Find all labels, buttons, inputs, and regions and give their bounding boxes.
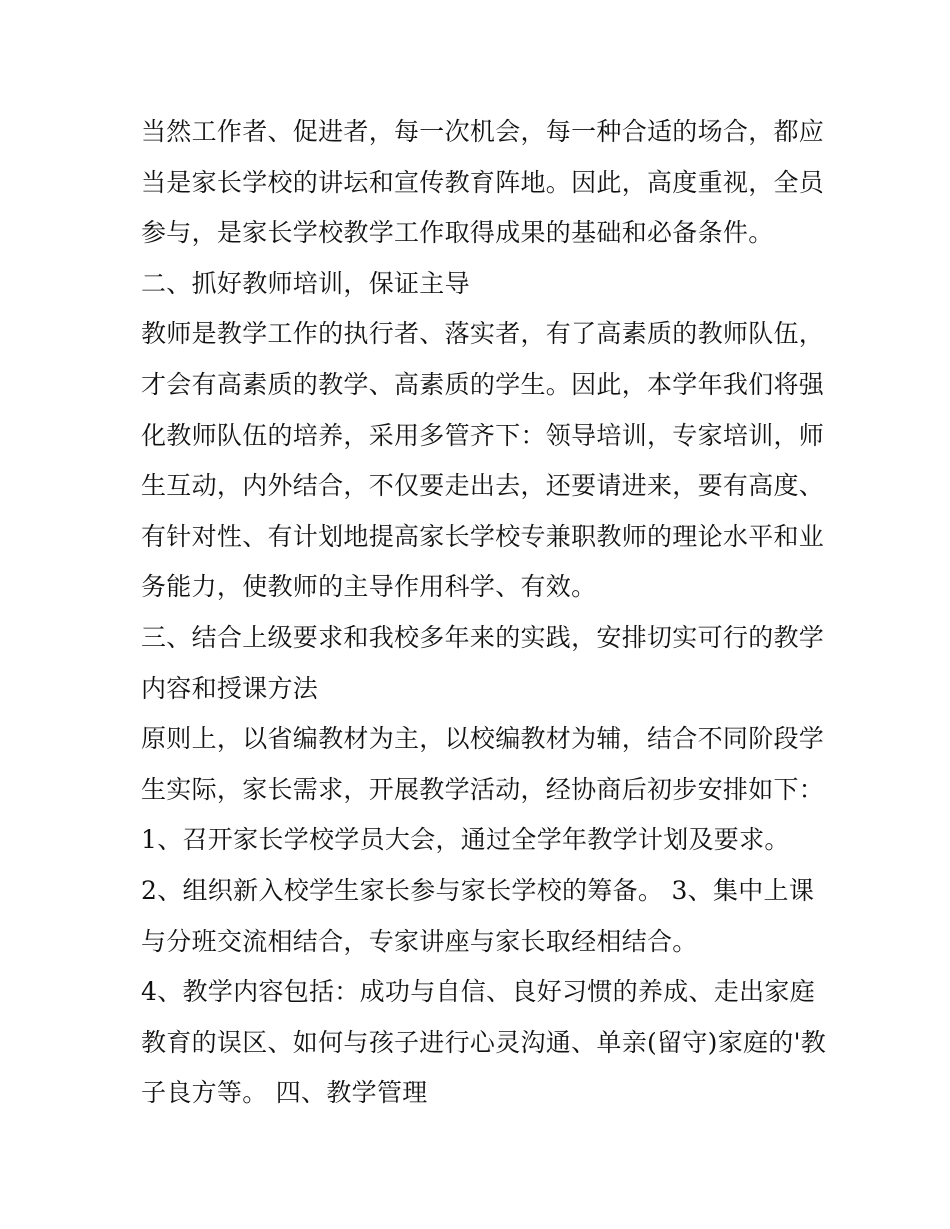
section-heading: 内容和授课方法 [141,673,319,703]
paragraph-line: 参与，是家长学校教学工作取得成果的基础和必备条件。 [141,218,774,248]
paragraph-line: 教师是教学工作的执行者、落实者，有了高素质的教师队伍， [141,319,825,349]
list-item: 4、教学内容包括：成功与自信、良好习惯的养成、走出家庭 [141,977,816,1007]
list-item: 2、组织新入校学生家长参与家长学校的筹备。 3、集中上课 [141,875,815,905]
document-body [141,107,827,1119]
paragraph-line: 才会有高素质的教学、高素质的学生。因此，本学年我们将强 [141,369,825,399]
list-item: 教育的误区、如何与孩子进行心灵沟通、单亲(留守)家庭的'教 [141,1027,827,1057]
paragraph-line: 有针对性、有计划地提高家长学校专兼职教师的理论水平和业 [141,521,825,551]
paragraph-line: 当是家长学校的讲坛和宣传教育阵地。因此，高度重视，全员 [141,167,825,197]
paragraph-line: 化教师队伍的培养，采用多管齐下：领导培训，专家培训，师 [141,420,825,450]
paragraph-line: 生互动，内外结合，不仅要走出去，还要请进来，要有高度、 [141,471,825,501]
list-item: 子良方等。 四、教学管理 [141,1078,428,1108]
paragraph-line: 当然工作者、促进者，每一次机会，每一种合适的场合，都应 [141,117,825,146]
section-heading: 二、抓好教师培训，保证主导 [141,268,470,298]
paragraph-line: 生实际，家长需求，开展教学活动，经协商后初步安排如下： [141,774,825,804]
paragraph-line: 务能力，使教师的主导作用科学、有效。 [141,572,597,602]
paragraph-line: 原则上，以省编教材为主，以校编教材为辅，结合不同阶段学 [141,724,825,754]
section-heading: 三、结合上级要求和我校多年来的实践，安排切实可行的教学 [141,622,825,652]
list-item: 1、召开家长学校学员大会，通过全学年教学计划及要求。 [141,825,790,855]
list-item: 与分班交流相结合，专家讲座与家长取经相结合。 [141,926,698,956]
